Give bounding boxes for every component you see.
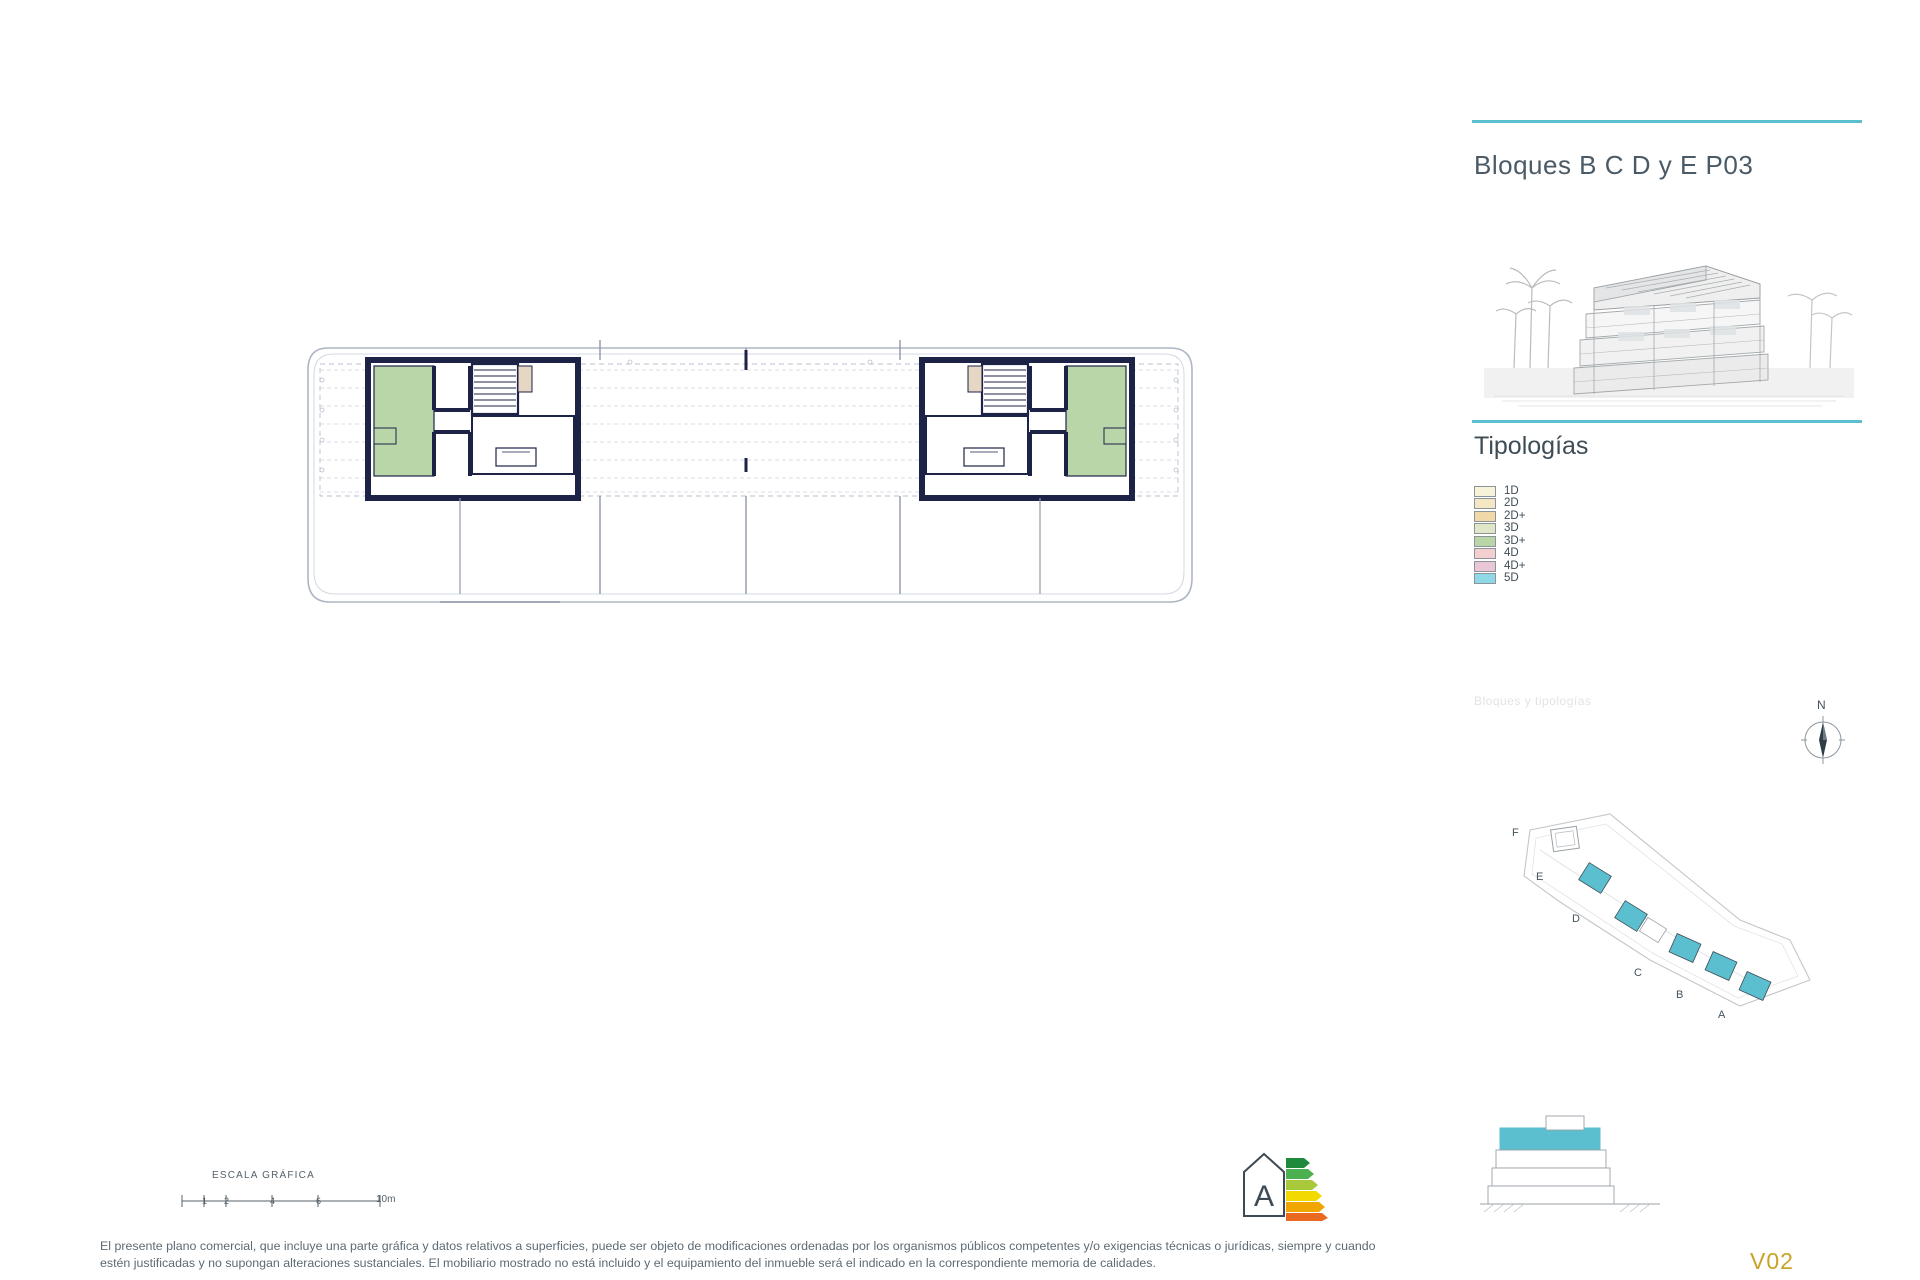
legend-swatch-4d bbox=[1474, 548, 1496, 559]
legend-item bbox=[1474, 573, 1674, 586]
furniture-sofa-right bbox=[964, 448, 1004, 466]
panel-mid-rule bbox=[1472, 420, 1862, 423]
site-block-C bbox=[1669, 934, 1701, 963]
legend-label-4d: 4D bbox=[1504, 547, 1519, 560]
legend-swatch-4dplus bbox=[1474, 561, 1496, 572]
legend-swatch-3dplus bbox=[1474, 536, 1496, 547]
legend-label-5d: 5D bbox=[1504, 572, 1519, 585]
stair-core-right bbox=[982, 364, 1028, 414]
entry-lines bbox=[460, 498, 1040, 594]
legend-label-2d: 2D bbox=[1504, 497, 1519, 510]
typology-legend bbox=[1474, 485, 1674, 585]
floorplan-svg bbox=[300, 340, 1200, 720]
site-label-B: B bbox=[1676, 989, 1684, 1001]
legend-item bbox=[1474, 548, 1674, 561]
floor-indicator-diagram bbox=[1480, 1110, 1680, 1235]
legend-label-4dplus: 4D+ bbox=[1504, 559, 1526, 572]
site-key-plan bbox=[1490, 810, 1890, 1060]
legend-item bbox=[1474, 485, 1674, 498]
compass-rose bbox=[1793, 700, 1853, 770]
site-label-F: F bbox=[1512, 827, 1519, 839]
legend-item bbox=[1474, 498, 1674, 511]
site-label-C: C bbox=[1634, 967, 1642, 979]
floorplan-drawing bbox=[300, 340, 1200, 720]
highlighted-floor bbox=[1500, 1128, 1600, 1150]
site-label-A: A bbox=[1718, 1009, 1726, 1021]
site-block-D bbox=[1615, 901, 1667, 943]
legend-item bbox=[1474, 535, 1674, 548]
energy-rating-badge bbox=[1240, 1150, 1330, 1220]
info-panel bbox=[1460, 0, 1920, 1280]
site-block-E bbox=[1579, 863, 1612, 894]
site-block-F bbox=[1551, 826, 1580, 851]
legend-swatch-1d bbox=[1474, 486, 1496, 497]
unit-right bbox=[922, 360, 1132, 498]
ground-hatch bbox=[1484, 1204, 1650, 1212]
graphic-scale bbox=[180, 1170, 420, 1220]
scale-tick-1: 1 bbox=[202, 1196, 208, 1206]
legend-label-2dplus: 2D+ bbox=[1504, 509, 1526, 522]
scale-tick-2: 2 bbox=[224, 1196, 230, 1206]
roof-volume bbox=[1546, 1116, 1584, 1130]
version-label: V02 bbox=[1750, 1248, 1794, 1274]
site-label-E: E bbox=[1536, 871, 1544, 883]
legend-label-3dplus: 3D+ bbox=[1504, 534, 1526, 547]
legal-disclaimer: El presente plano comercial, que incluye una parte gráfica y datos relativos a superficies, puede ser objeto de modificaciones ordenadas por los organismos públicos competentes y/o exigencias técnicas o jurídicas, siempre y cuando estén justificadas y no supongan alteraciones sustanciales. El mobiliario mostrado no está incluido y el equipamiento del inmueble será el indicado en la correspondiente memoria de calidades. bbox=[100, 1239, 1376, 1270]
energy-bands bbox=[1286, 1158, 1328, 1221]
legend-swatch-3d bbox=[1474, 523, 1496, 534]
legend-swatch-5d bbox=[1474, 573, 1496, 584]
unit-right-terrace bbox=[1066, 366, 1126, 476]
legend-label-1d: 1D bbox=[1504, 484, 1519, 497]
scale-tick-4: 4 bbox=[270, 1196, 276, 1206]
building-render bbox=[1474, 218, 1864, 413]
legend-item bbox=[1474, 523, 1674, 536]
faint-note-2: Bloques y tipologías bbox=[1474, 694, 1592, 708]
legend-label-3d: 3D bbox=[1504, 522, 1519, 535]
furniture-sofa-left bbox=[496, 448, 536, 466]
stair-core-left bbox=[472, 364, 518, 414]
legend-item bbox=[1474, 510, 1674, 523]
unit-left-terrace bbox=[374, 366, 434, 476]
site-block-B bbox=[1705, 952, 1737, 981]
site-label-D: D bbox=[1572, 913, 1580, 925]
legend-item bbox=[1474, 560, 1674, 573]
scale-caption: ESCALA GRÁFICA bbox=[212, 1170, 315, 1181]
scale-end-label: 10m bbox=[376, 1194, 396, 1205]
panel-title: Bloques B C D y E P03 bbox=[1474, 150, 1754, 180]
svg-text:A: A bbox=[1253, 1180, 1275, 1213]
unit-left bbox=[368, 360, 578, 498]
panel-top-rule bbox=[1472, 120, 1862, 123]
legend-swatch-2dplus bbox=[1474, 511, 1496, 522]
compass-north-label: N bbox=[1817, 698, 1826, 712]
scale-tick-6: 6 bbox=[316, 1196, 322, 1206]
tipologias-title: Tipologías bbox=[1474, 432, 1589, 460]
legend-swatch-2d bbox=[1474, 498, 1496, 509]
partition-lines bbox=[600, 340, 900, 594]
